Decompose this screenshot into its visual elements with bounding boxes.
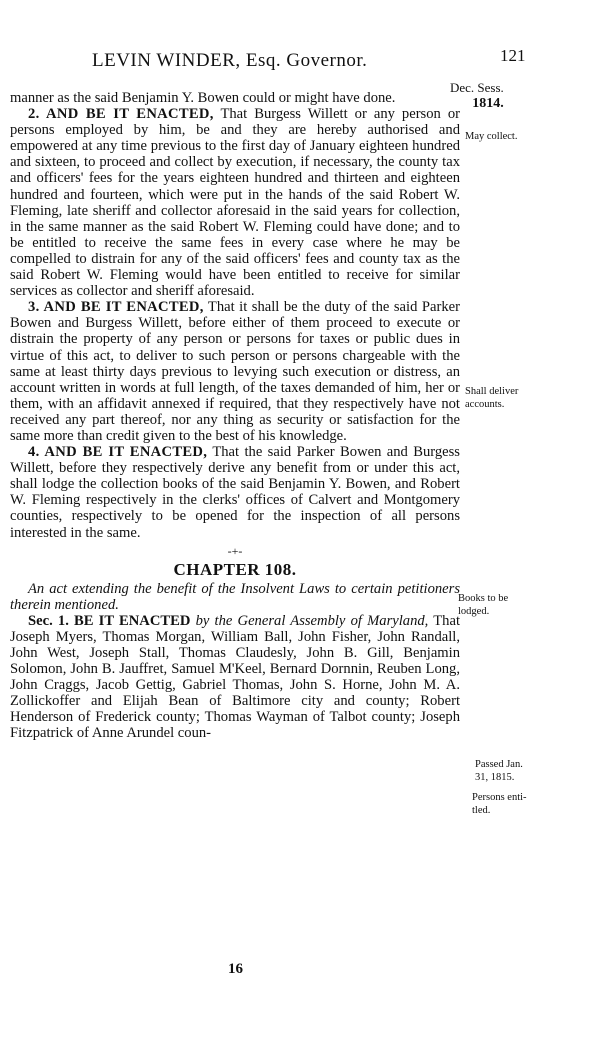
page-number: 121 <box>500 46 526 65</box>
margin-note-persons-line1: Persons enti- <box>472 792 527 803</box>
section-2 <box>10 106 460 299</box>
margin-note-may-collect <box>465 130 517 143</box>
margin-note-books-line1: Books to be <box>458 593 509 604</box>
running-head: LEVIN WINDER, Esq. Governor. <box>92 50 368 71</box>
margin-note-passed <box>475 758 523 784</box>
page-header <box>0 44 600 84</box>
section-1 <box>10 613 460 742</box>
session-label: Dec. Sess. <box>450 80 504 95</box>
margin-note-persons-line2: tled. <box>472 805 491 816</box>
carryover-paragraph: manner as the said Benjamin Y. Bowen could or might have done. <box>10 90 396 106</box>
signature-mark: 16 <box>228 961 243 977</box>
act-title: An act extending the benefit of the Insolvent Laws to certain petitioners therein mentioned. <box>10 580 460 613</box>
section-1-authority: by the General Assembly of Maryland, <box>190 612 429 629</box>
section-4-lead: 4. AND BE IT ENACTED, <box>28 444 208 461</box>
section-1-text: That Joseph Myers, Thomas Morgan, William Ball, John Fisher, John Randall, John West, Joseph Stall, Thomas Claudesly, John B. Gill, Benjamin Solomon, John B. Jauffret, Samuel M'Keel, Bernard Dornnin, Reuben Long, John Craggs, Jacob Gettig, Gabriel Thomas, John S. Horne, John M. A. Zollickoffer and Elijah Bean of Baltimore city and county; Robert Henderson of Frederick county; Thomas Wayman of Talbot county; Joseph Fitzpatrick of Anne Arundel coun- <box>10 612 461 742</box>
section-2-lead: 2. AND BE IT ENACTED, <box>28 106 214 123</box>
margin-note-passed-line1: Passed Jan. <box>475 759 523 770</box>
chapter-heading <box>10 545 460 581</box>
body-text <box>10 90 460 742</box>
margin-note-shall-deliver-line1: Shall deliver <box>465 386 519 397</box>
margin-note-persons <box>472 791 527 817</box>
section-4 <box>10 444 460 541</box>
section-3 <box>10 299 460 444</box>
section-3-text: That it shall be the duty of the said Parker Bowen and Burgess Willett, before either of them proceed to execute or distrain the property of any person or persons for taxes or public dues in virtue of this act, to deliver to such person or persons chargeable with the same at least thirty days previous to levying such execution or distress, an account written in words at full length, of the taxes demanded of him, her or them, with an affidavit annexed if required, that they respectively have not received any part thereof, nor any thing as security or satisfaction for the same more than credit given to the best of his knowledge. <box>10 299 460 444</box>
margin-note-books-line2: lodged. <box>458 606 490 617</box>
section-4-text: That the said Parker Bowen and Burgess Willett, before they respectively derive any benefit from or under this act, shall lodge the collection books of the said Benjamin Y. Bowen, and Robert W. Fleming respectively in the clerks' offices of Calvert and Montgomery counties, respectively to be opened for the inspection of all persons interested in the same. <box>10 444 460 541</box>
section-3-lead: 3. AND BE IT ENACTED, <box>28 299 204 316</box>
session-year: 1814. <box>472 96 504 111</box>
margin-note-shall-deliver-line2: accounts. <box>465 399 505 410</box>
ornament-divider: -+- <box>227 543 243 558</box>
margin-note-books <box>458 592 508 618</box>
margin-note-may-collect-text: May collect. <box>465 131 518 142</box>
margin-note-shall-deliver <box>465 385 518 411</box>
section-2-text: That Burgess Willett or any person or persons employed by him, be and they are hereby authorised and empowered at any time previous to the first day of January eighteen hundred and sixteen, to proceed and collect by execution, if necessary, the county tax and officers' fees for the years eighteen hundred and thirteen and eighteen hundred and fourteen, which were put in the hands of the said Robert W. Fleming, late sheriff and collector aforesaid in the said years for collection, in the same manner as the said Robert W. Fleming could have done; and to be entitled to receive the same fees in every case where he may be compelled to distrain for any of the said officers' fees and county tax as the said Robert W. Fleming would have been entitled to receive for similar services as collector and sheriff aforesaid. <box>10 106 460 300</box>
section-1-lead: Sec. 1. BE IT ENACTED <box>28 612 191 629</box>
margin-note-passed-line2: 31, 1815. <box>475 772 515 783</box>
chapter-title: CHAPTER 108. <box>173 559 297 579</box>
